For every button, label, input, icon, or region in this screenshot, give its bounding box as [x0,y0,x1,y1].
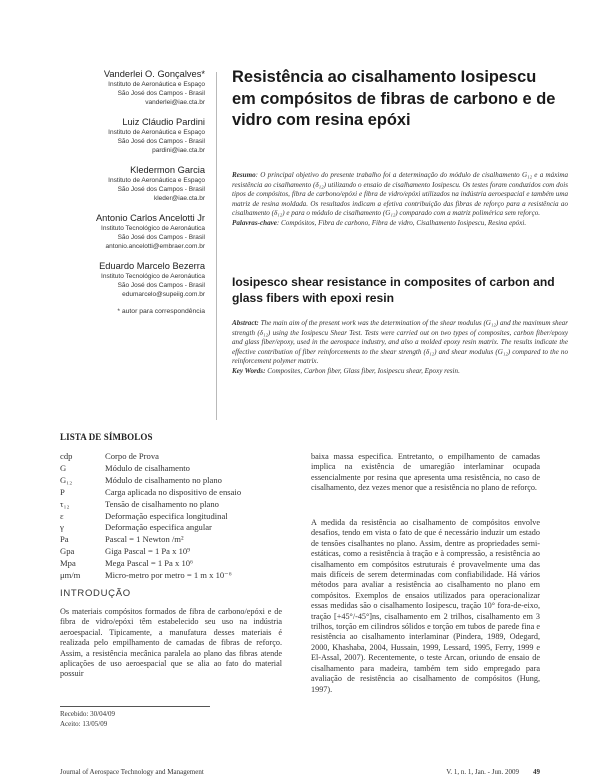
symbol-key: G₁₂ [60,474,73,485]
resumo-text: : O principal objetivo do presente trabalho foi a determinação do módulo de cisalhamento G₁₂ e a máxima resistência ao cisalhamento (δ₁₂) utilizando o ensaio de cisalhamento Iosipescu. Os testes foram conduzidos com dois tipos de compósitos, fibra de carbono/epóxi e fibra de vidro/epóxi utilizados na indústria aeroespacial e também uma matriz de resina moldada. Os resultados indicam a efetiva contribuição das fibras de reforço para a resistência ao cisalhamento (δ₁₂) e para o módulo de cisalhamento (G₁₂) comparado com a matriz polimérica sem reforço. [232,171,568,217]
page-number: 49 [533,768,540,776]
symbol-key: μm/m [60,570,81,581]
abstract-text: The main aim of the present work was the determination of the shear modulus (G₁₂) and the maximum shear strength (δ₁₂) using the Iosipescu Shear Test. Tests were carried out on two types of composites, carbon fiber/epoxy and glass fiber/epoxy, used in the aerospace industry, and also a molded epoxy resin matrix. The results indicate the effective contribution of fiber reinforcements to the shear strength (δ₁₂) and shear modulus (G₁₂) compared to the no reinforcement polymer matrix. [232,319,568,365]
received-date: Recebido: 30/04/09 [60,710,116,718]
palavras-chave-text: : Compósitos, Fibra de carbono, Fibra de vidro, Cisalhamento Iosipescu, Resina epóxi. [276,218,527,227]
received-dates [60,709,115,729]
abstract-label: Abstract: [232,319,259,327]
symbol-row [60,511,285,523]
paper-title-en: Iosipesco shear resistance in composites of carbon and glass fibers with epoxi resin [232,275,555,306]
author-affiliation: Instituto de Aeronáutica e Espaço [108,177,205,184]
symbol-key: τ₁₂ [60,498,70,509]
symbol-key: cdp [60,451,73,461]
palavras-chave-label: Palavras-chave [232,218,277,227]
footnote-rule [60,706,210,707]
symbol-desc: Pascal = 1 Newton /m² [105,534,184,545]
symbol-desc: Mega Pascal = 1 Pa x 10⁶ [105,558,194,569]
symbol-key: γ [60,522,64,533]
accepted-date: Aceito: 13/05/09 [60,720,108,728]
symbol-key: P [60,486,65,497]
symbol-key: Gpa [60,546,75,557]
symbol-desc: Módulo de cisalhamento no plano [105,474,222,485]
symbol-desc: Carga aplicada no dispositivo de ensaio [105,486,242,497]
symbol-key: ε [60,510,64,521]
author-affiliation: Instituto de Aeronáutica e Espaço [108,81,205,88]
symbol-desc: Tensão de cisalhamento no plano [105,498,219,509]
journal-name: Journal of Aerospace Technology and Management [60,768,204,776]
symbol-desc: Corpo de Prova [105,451,159,461]
author-name: Antonio Carlos Ancelotti Jr [95,213,205,223]
author-email[interactable]: antonio.ancelotti@embraer.com.br [105,243,205,250]
issue-info: V. 1, n. 1, Jan. - Jun. 2009 [446,768,519,776]
symbol-row [60,463,285,475]
author-name: Luiz Cláudio Pardini [122,117,205,127]
paper-title-pt: Resistência ao cisalhamento Iosipescu em compósitos de fibras de carbono e de vidro com resina epóxi [232,68,556,130]
symbol-row [60,570,285,582]
author-city: São José dos Campos - Brasil [117,186,205,193]
author-block [60,212,205,251]
introducao-heading: INTRODUÇÃO [60,588,131,599]
author-email[interactable]: pardini@iae.cta.br [152,147,205,154]
symbol-row [60,499,285,511]
right-paragraph-1: baixa massa especifica. Entretanto, o empilhamento de camadas implica na existência de umaregião interlaminar ocupada essencialmente por resina que apresenta uma resistência, no caso de cisalhamento, dez vezes menor que a resistência no plano de reforço. [311,452,540,493]
symbol-row [60,558,285,570]
resumo-block [232,171,568,228]
author-affiliation: Instituto Tecnológico de Aeronáutica [101,225,205,232]
keywords-label: Key Words: [232,366,266,375]
author-name: Kledermon Garcia [130,165,205,175]
author-name: Eduardo Marcelo Bezerra [99,261,205,271]
symbol-key: G [60,462,67,473]
author-block [60,116,205,155]
symbol-desc: Deformação especifica longitudinal [105,510,228,521]
symbol-desc: Micro-metro por metro = 1 m x 10⁻⁶ [105,570,232,581]
symbol-row [60,522,285,534]
symbol-row [60,475,285,487]
author-list [60,68,205,315]
author-email[interactable]: edumarcelo@supeiig.com.br [122,291,205,298]
symbol-key: Mpa [60,558,76,569]
author-name: Vanderlei O. Gonçalves* [103,69,205,79]
author-block [60,164,205,203]
corresponding-author-note: * autor para correspondência [117,308,205,315]
lista-simbolos-heading: LISTA DE SÍMBOLOS [60,432,153,442]
author-affiliation: Instituto Tecnológico de Aeronáutica [101,273,205,280]
symbol-desc: Deformação especifica angular [105,522,212,533]
page-footer [60,768,540,776]
author-block [60,68,205,107]
author-email[interactable]: vanderlei@iae.cta.br [145,99,205,106]
author-city: São José dos Campos - Brasil [117,234,205,241]
issue-info-wrap [446,768,540,776]
keywords-text: Composites, Carbon fiber, Glass fiber, Iosipescu shear, Epoxy resin. [265,366,460,375]
divider-line [216,72,217,420]
symbol-row [60,451,285,463]
author-block [60,260,205,299]
symbols-list [60,451,285,582]
author-city: São José dos Campos - Brasil [117,282,205,289]
right-paragraph-2: A medida da resistência ao cisalhamento de compósitos envolve desafios, tendo em vista o fato de que é necessário induzir um estado de tensões cisalhantes no plano. Assim, dentre as propriedades semi-estáticas, como a resistência à tração e à compressão, a resistência ao cisalhamento em compósitos estruturais é provavelmente uma das mais difíceis de serem determinadas com confiabilidade. Há vários métodos para avaliar a resistência ao cisalhamento no plano em compósitos. Exemplos de ensaios utilizados para operacionalizar essas medidas são o cisalhamento Iosipescu, tração 10° fora-de-eixo, tração [+45°/-45°]ns, cisalhamento em 2 trilhos, cisalhamento em 3 trilhos, torção em cilindros sólidos e torção em tubos de parede fina e resistência ao cisalhamento interlaminar (Pindera, 1989, Odegard, 2000, Khashaba, 2004, Hussain, 1999, Lessard, 1995, Ferry, 1999 e El-Assal, 2007). Recentemente, o teste Arcan, oriundo de ensaio de cisalhamento para madeira, também tem sido empregado para avaliação de resistência ao cisalhamento de compósitos (Hung, 1997). [311,518,540,694]
author-city: São José dos Campos - Brasil [117,90,205,97]
symbol-row [60,546,285,558]
resumo-label: Resumo [232,171,256,179]
author-affiliation: Instituto de Aeronáutica e Espaço [108,129,205,136]
symbol-desc: Giga Pascal = 1 Pa x 10⁹ [105,546,191,557]
intro-paragraph: Os materiais compósitos formados de fibra de carbono/epóxi e de fibra de vidro/epóxi têm estabelecido seu uso na indústria aeroespacial. Tipicamente, a manufatura desses materiais é realizada pelo empilhamento de camadas de fibras de reforço. Assim, a resistência mecânica paralela ao plano das fibras atende aplicações de uso aeroespacial que se alia ao fato do material possuir [60,607,282,679]
symbol-desc: Módulo de cisalhamento [105,462,190,473]
symbol-row [60,534,285,546]
author-city: São José dos Campos - Brasil [117,138,205,145]
author-email[interactable]: kleder@iae.cta.br [153,195,205,202]
abstract-block [232,319,568,376]
symbol-row [60,487,285,499]
symbol-key: Pa [60,534,69,545]
